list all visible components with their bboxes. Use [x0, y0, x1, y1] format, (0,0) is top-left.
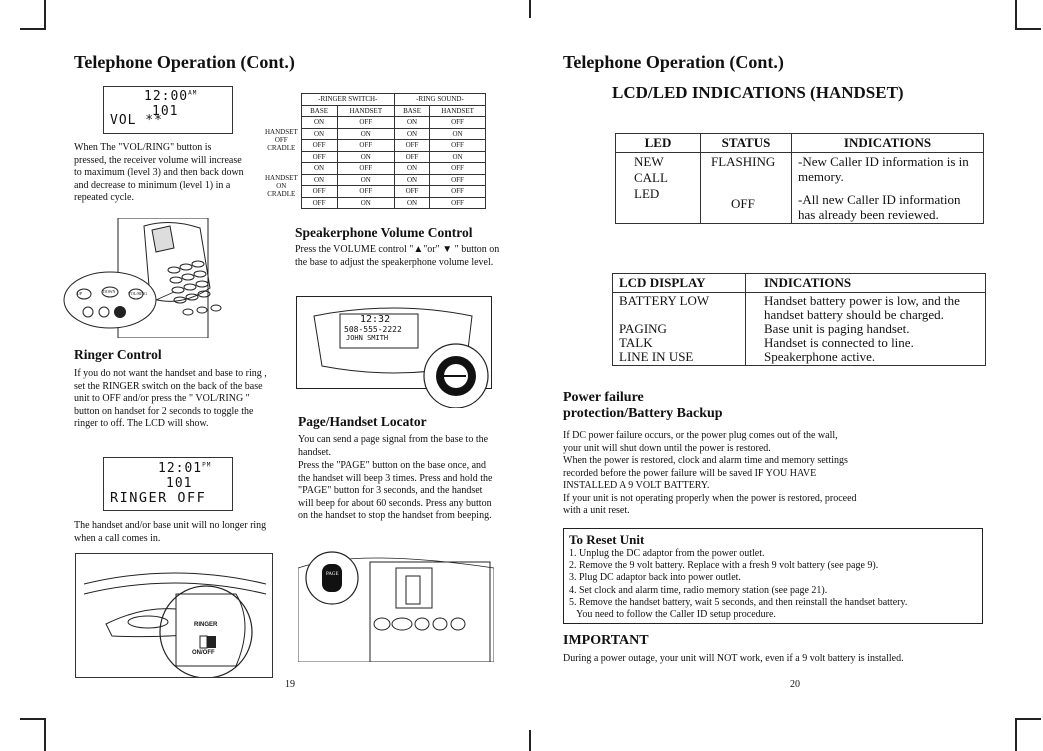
base-display-time: 12:32 — [360, 314, 391, 325]
table-cell: OFF — [430, 163, 486, 175]
page-locator-heading: Page/Handset Locator — [298, 414, 427, 429]
ring-table-head: -RINGER SWITCH- — [301, 94, 394, 106]
vol-paragraph: When The "VOL/RING" button is pressed, the receiver volume will increase to maximum (level 3) and then back down and decrease to minimum (level 1) in a repeated cycle. — [74, 142, 244, 204]
lcd-display-value: TALK — [619, 335, 653, 350]
lcd-indication: Base unit is paging handset. — [764, 321, 910, 336]
table-cell: ON — [301, 117, 337, 129]
reset-step: 5. Remove the handset battery, wait 5 seconds, and then reinstall the handset battery. — [569, 596, 908, 608]
page-locator-paragraph-1: You can send a page signal from the base to the handset. — [298, 434, 489, 458]
ringer-switch-label: RINGER — [194, 622, 218, 628]
crop-mark — [1015, 718, 1017, 751]
lcd-count: 101 — [152, 104, 179, 119]
power-line: If your unit is not operating properly when the power is restored, proceed — [563, 492, 857, 504]
power-line: with a unit reset. — [563, 505, 630, 516]
table-cell: ON — [394, 174, 429, 186]
handset-keypad-figure — [60, 218, 240, 338]
lcd-ampm: PM — [202, 461, 212, 469]
table-cell: OFF — [430, 174, 486, 186]
page-button-figure — [298, 548, 494, 662]
lcd-vol-display — [103, 86, 233, 134]
speakerphone-paragraph: Press the VOLUME control "▲"or" ▼ " button on the base to adjust the speakerphone volume level. — [295, 244, 500, 268]
ring-table-group-label: HANDSET OFF CRADLE — [265, 127, 298, 152]
crop-mark — [20, 28, 44, 30]
table-cell: ON — [301, 163, 337, 175]
table-cell: OFF — [337, 117, 394, 129]
led-name-line: CALL — [634, 170, 668, 185]
speakerphone-heading: Speakerphone Volume Control — [295, 225, 473, 240]
table-cell: OFF — [394, 186, 429, 198]
table-cell: OFF — [430, 197, 486, 209]
table-cell: ON — [337, 151, 394, 163]
power-failure-paragraph — [563, 430, 983, 518]
reset-unit-box — [563, 528, 983, 624]
lcd-indication: Handset battery power is low, and the handset battery should be charged. — [764, 293, 960, 322]
crop-mark — [1017, 718, 1041, 720]
table-cell: OFF — [301, 197, 337, 209]
table-cell: OFF — [337, 140, 394, 152]
table-cell: ON — [430, 151, 486, 163]
power-line: recorded before the power failure will be saved IF YOU HAVE — [563, 467, 817, 479]
led-status: FLASHING — [711, 154, 776, 169]
lcd-text: RINGER OFF — [110, 490, 207, 506]
lcd-display-value: BATTERY LOW — [619, 293, 710, 308]
page-number: 20 — [790, 679, 800, 690]
important-paragraph: During a power outage, your unit will NOT work, even if a 9 volt battery is installed. — [563, 653, 904, 664]
table-cell: ON — [337, 174, 394, 186]
lcd-table-header: INDICATIONS — [746, 274, 986, 293]
ringer-switch-state: ON/OFF — [192, 650, 215, 656]
table-cell: ON — [337, 128, 394, 140]
ringer-heading: Ringer Control — [74, 347, 162, 362]
led-name-line: LED — [634, 186, 660, 201]
led-table-header: LED — [616, 134, 701, 153]
reset-step: 3. Plug DC adaptor back into power outlet. — [569, 572, 741, 584]
ring-table-subhead: HANDSET — [430, 105, 486, 117]
table-cell: OFF — [430, 117, 486, 129]
base-display-number: 508-555-2222 — [344, 325, 402, 334]
reset-step: 2. Remove the 9 volt battery. Replace with a fresh 9 volt battery (see page 9). — [569, 560, 879, 572]
lcd-time: 12:01 — [158, 461, 203, 476]
crop-mark — [44, 718, 46, 751]
table-cell: OFF — [430, 186, 486, 198]
crop-mark — [1015, 0, 1017, 30]
lcd-indication: Speakerphone active. — [764, 349, 876, 364]
reset-step: 1. Unplug the DC adaptor from the power outlet. — [569, 548, 765, 559]
led-name-line: NEW — [634, 154, 664, 169]
table-cell: OFF — [430, 140, 486, 152]
page-button-label: PAGE — [326, 572, 339, 577]
no-ring-paragraph: The handset and/or base unit will no longer ring when a call comes in. — [74, 520, 267, 544]
table-cell: ON — [337, 197, 394, 209]
ringer-switch-figure — [75, 553, 273, 678]
table-cell: OFF — [337, 163, 394, 175]
table-cell: ON — [430, 128, 486, 140]
crop-mark — [1017, 28, 1041, 30]
base-display-name: JOHN SMITH — [346, 334, 389, 342]
lcd-display-value: LINE IN USE — [619, 349, 694, 364]
ring-table-group-label: HANDSET ON CRADLE — [265, 173, 298, 198]
led-status: OFF — [731, 196, 755, 211]
base-unit-figure — [296, 296, 492, 408]
lcd-ampm: AM — [188, 89, 198, 97]
page-locator-paragraph-2: Press the "PAGE" button on the base once, and the handset will beep 3 times. Press and hold the "PAGE" button for 3 seconds, and the handset will beep for about 60 seconds. Press any button on the handset to stop the handset from beeping. — [298, 460, 493, 522]
led-indication: -New Caller ID information is in memory. — [798, 154, 969, 184]
table-cell: ON — [394, 163, 429, 175]
lcd-table — [612, 273, 986, 366]
table-cell: ON — [394, 197, 429, 209]
crop-mark — [529, 0, 531, 18]
power-failure-heading-2: protection/Battery Backup — [563, 406, 723, 421]
lcd-indication: Handset is connected to line. — [764, 335, 914, 350]
important-heading: IMPORTANT — [563, 633, 649, 648]
power-failure-heading: Power failure — [563, 390, 644, 405]
power-line: INSTALLED A 9 VOLT BATTERY. — [563, 480, 710, 491]
crop-mark — [20, 718, 44, 720]
ring-table-subhead: BASE — [301, 105, 337, 117]
indications-subtitle: LCD/LED INDICATIONS (HANDSET) — [612, 83, 904, 102]
table-cell: OFF — [337, 186, 394, 198]
lcd-table-header: LCD DISPLAY — [613, 274, 746, 293]
reset-step: You need to follow the Caller ID setup procedure. — [569, 609, 776, 621]
power-line: If DC power failure occurs, or the power plug comes out of the wall, — [563, 430, 838, 441]
table-cell: OFF — [301, 140, 337, 152]
reset-step: 4. Set clock and alarm time, radio memory station (see page 21). — [569, 584, 828, 596]
table-cell: OFF — [394, 151, 429, 163]
left-page-title: Telephone Operation (Cont.) — [74, 52, 295, 72]
page-number: 19 — [285, 679, 295, 690]
table-cell: ON — [394, 128, 429, 140]
table-cell: OFF — [301, 186, 337, 198]
table-cell: ON — [301, 174, 337, 186]
led-table-header: STATUS — [701, 134, 792, 153]
led-table — [615, 133, 984, 224]
ring-table-head: -RING SOUND- — [394, 94, 485, 106]
ring-table-subhead: BASE — [394, 105, 429, 117]
ring-status-table — [262, 93, 486, 209]
crop-mark — [44, 0, 46, 30]
crop-mark — [529, 730, 531, 751]
lcd-ringer-display — [103, 457, 233, 511]
keypad-up-label: UP — [77, 291, 83, 296]
power-line: your unit will shut down until the power is restored. — [563, 442, 771, 454]
lcd-count: 101 — [166, 476, 193, 491]
keypad-vol-label: VOL/RING — [128, 291, 148, 296]
right-page-title: Telephone Operation (Cont.) — [563, 52, 784, 72]
table-cell: OFF — [394, 140, 429, 152]
led-indication: -All new Caller ID information has already been reviewed. — [798, 192, 961, 222]
lcd-display-value: PAGING — [619, 321, 667, 336]
lcd-text: VOL ** — [110, 113, 163, 128]
led-table-header: INDICATIONS — [792, 134, 984, 153]
ringer-paragraph: If you do not want the handset and base to ring , set the RINGER switch on the back of the base unit to OFF and/or press the " VOL/RING " button on handset for 2 seconds to toggle the ringer to off. The LCD will show. — [74, 368, 267, 430]
keypad-down-label: DOWN — [103, 289, 116, 294]
lcd-time: 12:00 — [144, 89, 189, 104]
table-cell: ON — [301, 128, 337, 140]
power-line: When the power is restored, clock and alarm time and memory settings — [563, 455, 848, 466]
table-cell: OFF — [301, 151, 337, 163]
reset-heading: To Reset Unit — [569, 532, 645, 547]
table-cell: ON — [394, 117, 429, 129]
ring-table-subhead: HANDSET — [337, 105, 394, 117]
